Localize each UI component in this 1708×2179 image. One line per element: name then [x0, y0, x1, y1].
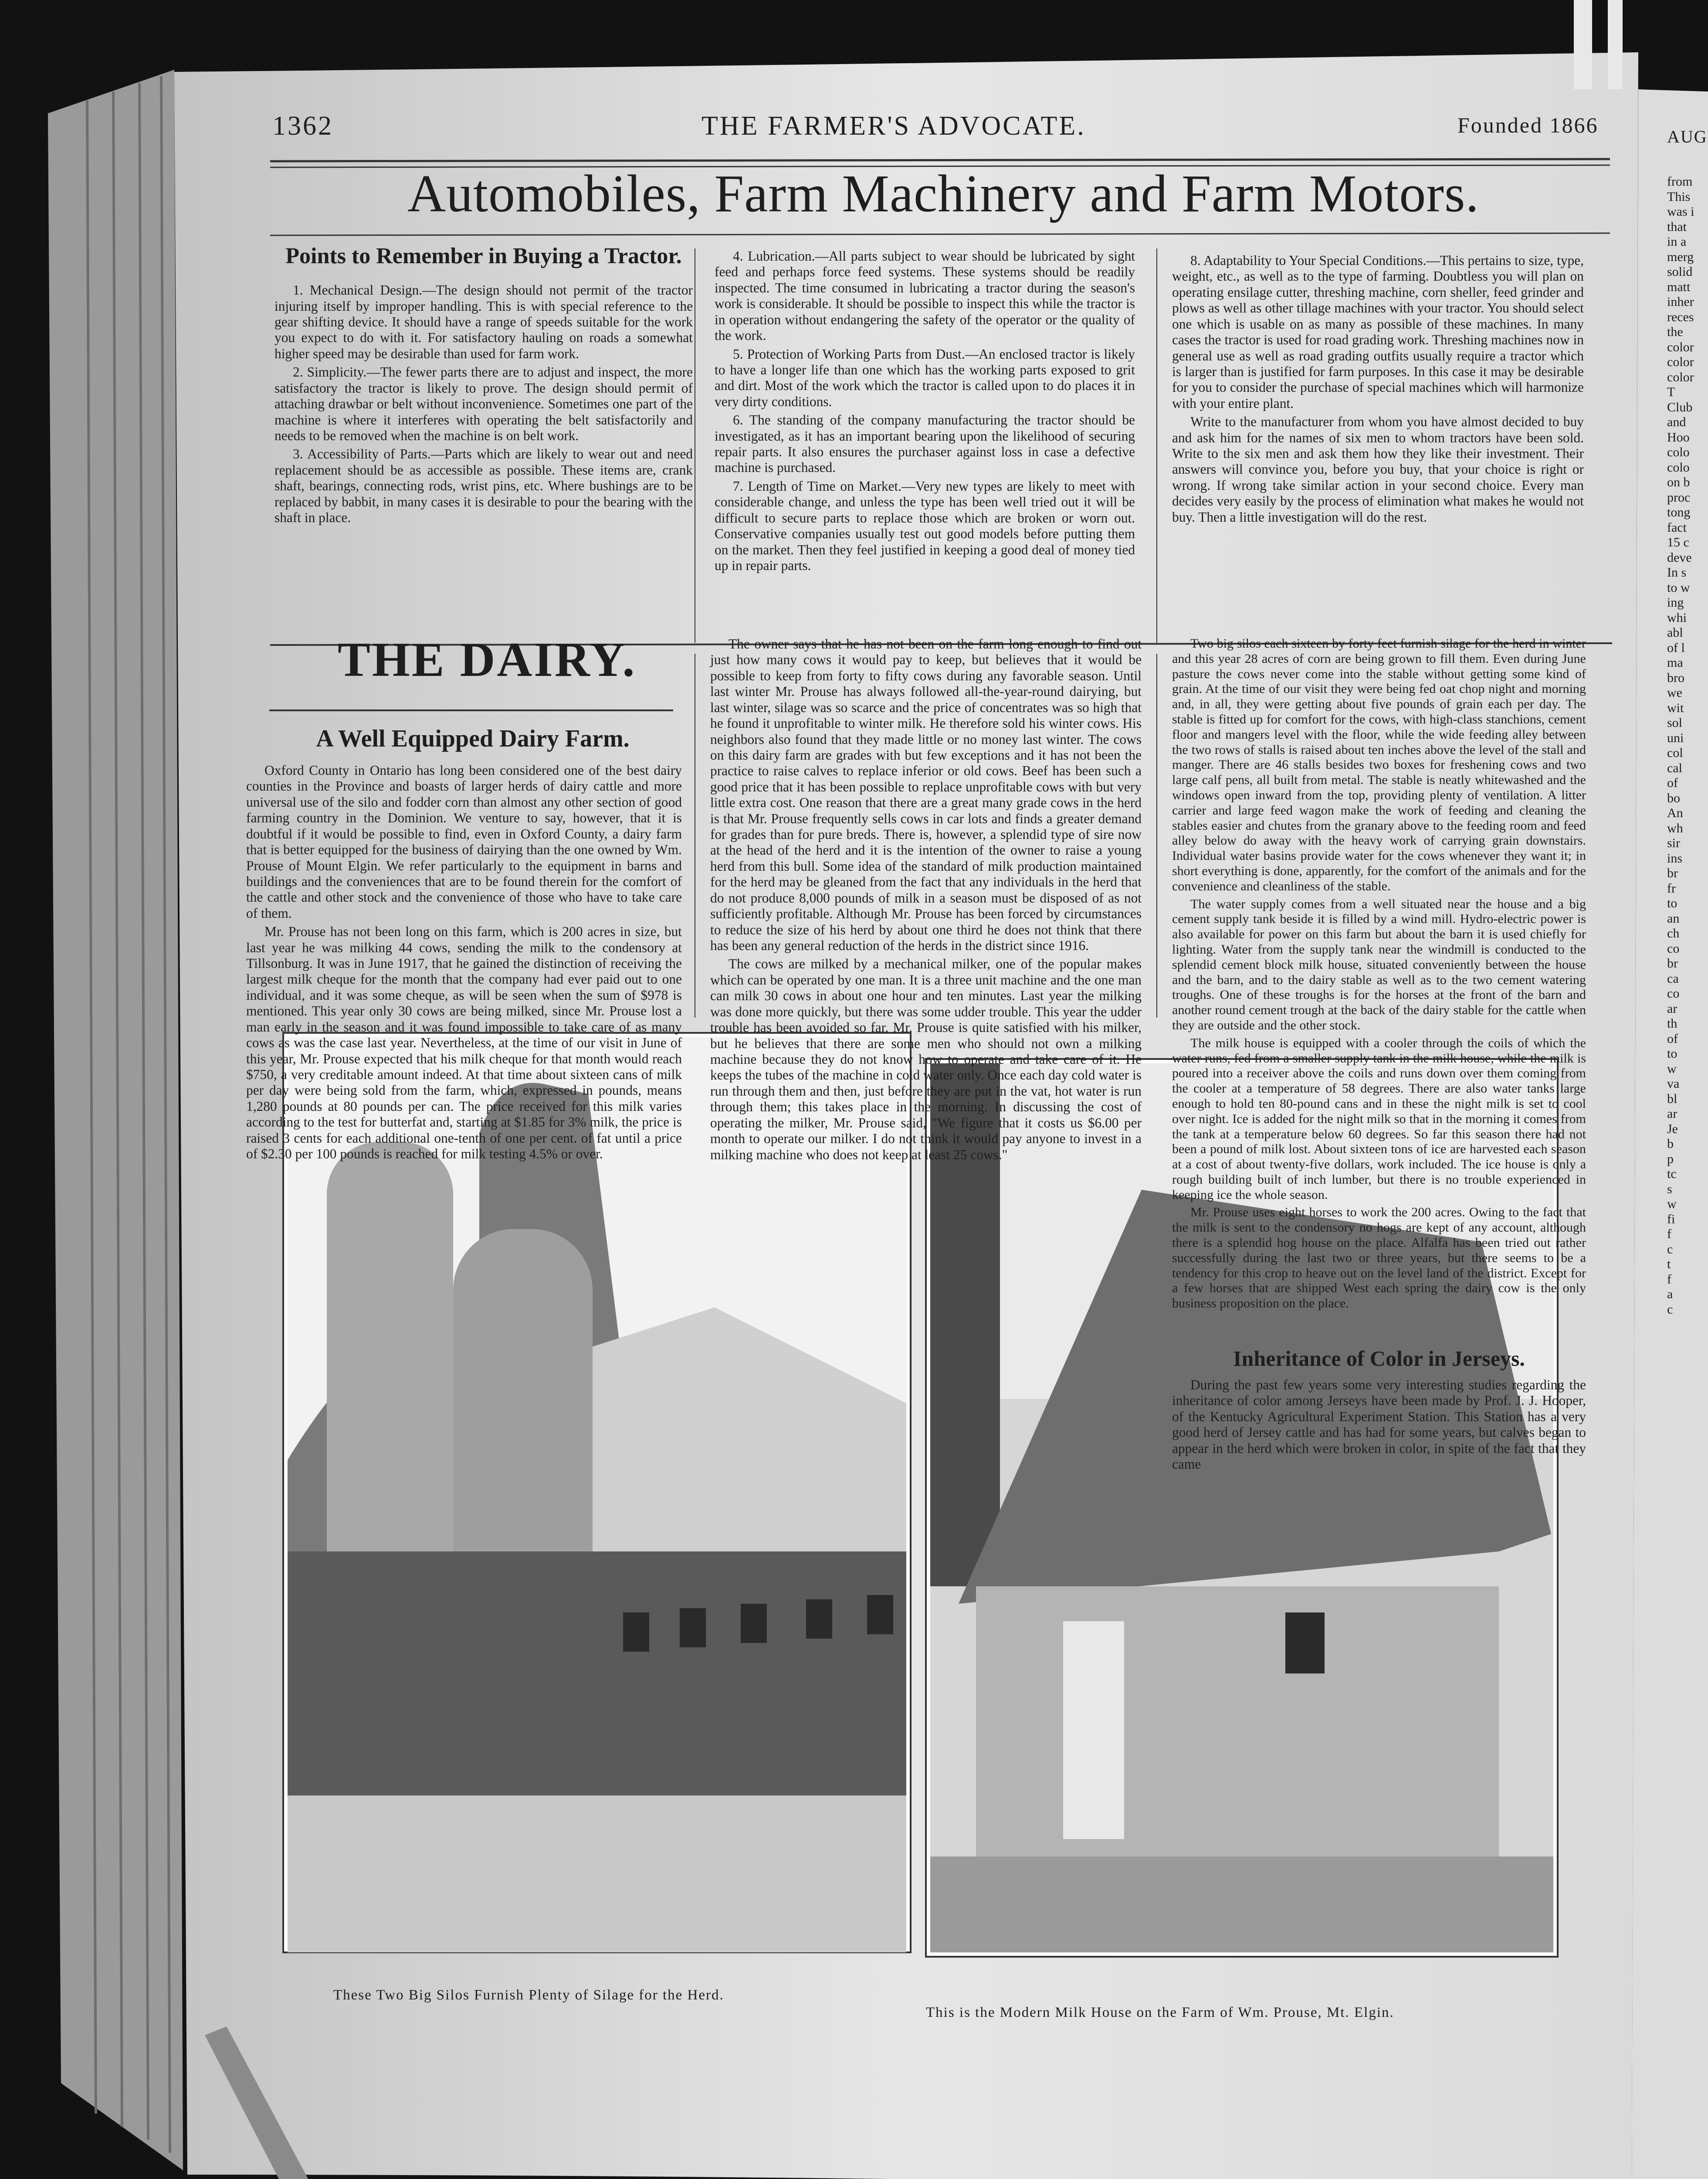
next-page-line: c	[1667, 1242, 1673, 1256]
next-page-line: color	[1667, 370, 1694, 384]
next-page-line: color	[1667, 355, 1694, 369]
next-page-line: to	[1667, 896, 1678, 910]
next-page-line: that	[1667, 219, 1687, 234]
tractor-paragraph: 3. Accessibility of Parts.—Parts which are likely to wear out and need replacement should be as accessible as possible. These items are, crank shaft, bearings, connecting rods, wrist pins, etc. Where bushings are to be replaced by babbit, in many cases it is desirable to pour the bearing with the shaft in place.	[274, 446, 693, 526]
next-page-line: t	[1667, 1257, 1671, 1271]
next-page-line: Club	[1667, 400, 1693, 414]
next-page-line: ch	[1667, 926, 1680, 940]
next-page-line: An	[1667, 806, 1683, 820]
tractor-col-3	[1172, 253, 1584, 528]
next-page-line: br	[1667, 956, 1678, 971]
tractor-paragraph: 2. Simplicity.—The fewer parts there are to adjust and inspect, the more satisfactory the tractor is likely to prove. The design should permit of attaching drawbar or belt without inconvenience. Sometimes one part of the machine is where it interferes with operating the belt satisfactorily and needs to be removed when the machine is on belt work.	[274, 364, 693, 443]
next-page-line: of	[1667, 776, 1678, 790]
next-page-line: va	[1667, 1076, 1680, 1091]
next-page-line: ing	[1667, 595, 1684, 610]
running-title: THE FARMER'S ADVOCATE.	[702, 111, 1086, 141]
next-page-line: ins	[1667, 851, 1683, 865]
next-page-line: was i	[1667, 204, 1694, 219]
jersey-col	[1172, 1377, 1586, 1475]
next-page-line: uni	[1667, 730, 1684, 745]
dairy-col-1	[246, 763, 682, 1165]
dairy-paragraph: Two big silos each sixteen by forty feet furnish silage for the herd in winter and this year 28 acres of corn are being grown to fill them. Even during June pasture the cows never come into the stable without getting some kind of grain. At the time of our visit they were being fed oat chop night and morning and, in all, they were getting about five pounds of grain each per day. The stable is fitted up for comfort for the cows, with high-class stanchions, cement floor and mangers level with the floor, while the wide feeding alley between the two rows of stalls is raised about ten inches above the level of the stall and manger. There are 46 stalls besides two boxes for freshening cows and two large calf pens, all built from metal. The stable is neatly whitewashed and the windows open inward from the top, providing plenty of ventilation. A litter carrier and large feed wagon make the work of feeding and cleaning the stables easier and chutes from the granary above to the feeding room and feed alley below do away with the heavy work of carrying grain downstairs. Individual water basins provide water for the cows whenever they want it; in short everything is done, apparently, for the comfort of the animals and for the convenience and cleanliness of the stable.	[1172, 636, 1586, 893]
tractor-title: Points to Remember in Buying a Tractor.	[285, 244, 682, 268]
dairy-paragraph: The cows are milked by a mechanical milker, one of the popular makes which can be operated by one man. It is a three unit machine and the one man can milk 30 cows in about one hour and ten minutes. Last year the milking was done more quickly, but there was some udder trouble. This year the udder trouble has been avoided so far. Mr. Prouse is quite satisfied with his milker, but he believes that there are some men who should not own a milking machine because they do not know how to operate and take care of it. He keeps the tubes of the machine in cold water only. Once each day cold water is run through them and then, just before they are put in the vat, hot water is run through them; this takes place in the morning. In discussing the cost of operating the milker, Mr. Prouse said, "We figure that it costs us $6.00 per month to operate our milker. I do not think it would pay anyone to invest in a milking machine who does not keep at least 25 cows."	[710, 956, 1142, 1162]
next-page-line: w	[1667, 1061, 1677, 1076]
tractor-col-2	[715, 248, 1135, 576]
dairy-section-title: THE DAIRY.	[338, 633, 637, 687]
next-page-line: bo	[1667, 791, 1680, 805]
next-page-line: whi	[1667, 610, 1687, 625]
dairy-paragraph: The milk house is equipped with a cooler through the coils of which the water runs, fed from a smaller supply tank in the milk house, while the milk is poured into a receiver above the coils and runs down over them coming from the cooler at a temperature of 58 degrees. There are also water tanks large enough to hold ten 80-pound cans and in these the night milk is set to cool over night. Ice is added for the night milk so that in the morning it comes from the tank at a temperature below 60 degrees. So far this season there had not been a pound of milk lost. About sixteen tons of ice are harvested each season at a cost of about twenty-five dollars, work included. The ice house is only a rough building built of inch lumber, but there is no trouble experienced in keeping ice the whole season.	[1172, 1035, 1586, 1202]
next-page-line: Je	[1667, 1121, 1678, 1136]
tractor-paragraph: 1. Mechanical Design.—The design should not permit of the tractor injuring itself by improper handling. This is with special reference to the gear shifting device. It should have a range of speeds suitable for the work you expect to do with it. For satisfactory hauling on roads a somewhat higher speed may be desirable than used for farm work.	[274, 282, 693, 361]
next-page-header: AUG	[1667, 127, 1708, 146]
tractor-paragraph: Write to the manufacturer from whom you have almost decided to buy and ask him for the names of six men to whom tractors have been sold. Write to the six men and ask them how they like their investment. Their answers will convince you, before you buy, that your choice is right or wrong. If wrong take similar action in your second choice. Every man decides very easily by the process of elimination what makes he would not buy. Then a little investigation will do the rest.	[1172, 414, 1584, 525]
next-page-line: deve	[1667, 550, 1692, 565]
next-page-line: cal	[1667, 760, 1682, 775]
next-page-line: a	[1667, 1287, 1673, 1301]
next-page-line: ar	[1667, 1106, 1678, 1121]
founded-label: Founded 1866	[1457, 113, 1599, 137]
tractor-paragraph: 4. Lubrication.—All parts subject to wear should be lubricated by sight feed and perhaps force feed systems. These systems should be readily inspected. The time consumed in lubricating a tractor during the season's work is considerable. It should be possible to inspect this while the tractor is in operation without endangering the safety of the operator or the quality of the work.	[715, 248, 1135, 343]
next-page-line: ca	[1667, 971, 1679, 986]
dairy-paragraph: Mr. Prouse uses eight horses to work the 200 acres. Owing to the fact that the milk is sent to the condensory no hogs are kept of any account, although there is a splendid hog house on the place. Alfalfa has been tried out rather successfully during the last two or three years, but there seems to be a tendency for this crop to heave out on the level land of the district. Except for a few horses that are shipped West each spring the dairy cow is the only business proposition on the place.	[1172, 1205, 1586, 1311]
next-page-line: f	[1667, 1272, 1671, 1286]
next-page-line: col	[1667, 746, 1683, 760]
next-page-line: co	[1667, 941, 1680, 956]
dairy-article-title: A Well Equipped Dairy Farm.	[316, 725, 630, 752]
next-page-line: an	[1667, 911, 1680, 926]
next-page-line: bro	[1667, 670, 1684, 685]
next-page-line: p	[1667, 1151, 1674, 1166]
next-page-line: bl	[1667, 1091, 1678, 1106]
tractor-article	[274, 244, 693, 528]
next-page-line: sir	[1667, 836, 1680, 850]
next-page-line: to w	[1667, 580, 1690, 595]
tractor-paragraph: 5. Protection of Working Parts from Dust.—An enclosed tractor is likely to have a longer life than one which has the working parts exposed to grit and dirt. Most of the work which the tractor is called upon to do places it in very dirty conditions.	[715, 346, 1135, 409]
next-page-line: 15 c	[1667, 535, 1689, 550]
next-page-line: wh	[1667, 821, 1683, 835]
jersey-paragraph: During the past few years some very interesting studies regarding the inheritance of color among Jerseys have been made by Prof. J. J. Hooper, of the Kentucky Agricultural Experiment Station. This Station has a very good herd of Jersey cattle and has had for some years, but calves began to appear in the herd which were broken in color, in spite of the fact that they came	[1172, 1377, 1586, 1472]
next-page-line: br	[1667, 866, 1678, 880]
next-page-line: ma	[1667, 655, 1683, 670]
next-page-line: inher	[1667, 295, 1694, 309]
next-page-line: color	[1667, 339, 1694, 354]
next-page-line: b	[1667, 1137, 1674, 1151]
next-page-line: solid	[1667, 265, 1693, 279]
next-page-line: T	[1667, 385, 1675, 399]
next-page-line: abl	[1667, 625, 1683, 640]
next-page-line: fr	[1667, 881, 1676, 896]
milk-house-caption: This is the Modern Milk House on the Farm of Wm. Prouse, Mt. Elgin.	[926, 2005, 1394, 2020]
next-page-line: in a	[1667, 234, 1687, 249]
next-page-line: sol	[1667, 716, 1683, 730]
next-page-line: colo	[1667, 460, 1690, 475]
page-number: 1362	[272, 111, 333, 141]
next-page-line: w	[1667, 1197, 1677, 1211]
next-page-line: the	[1667, 325, 1683, 339]
dairy-col-3	[1172, 636, 1586, 1314]
next-page-line: fact	[1667, 520, 1687, 535]
dairy-paragraph: The water supply comes from a well situated near the house and a big cement supply tank beside it is filled by a wind mill. Hydro-electric power is also available for power on this farm but about the barn it is used chiefly for lighting. Water from the supply tank near the windmill is conducted to the splendid cement block milk house, situated conveniently between the house and the barn, and to the dairy stable as well as to the two cement watering troughs. One of these troughs is for the horses at the front of the barn and another round cement trough at the back of the dairy stable for the cattle when they are outside and the other stock.	[1172, 896, 1586, 1032]
next-page-column	[1667, 174, 1706, 1332]
next-page-line: Hoo	[1667, 430, 1690, 445]
next-page-line: matt	[1667, 279, 1691, 294]
next-page-line: f	[1667, 1227, 1671, 1241]
next-page-line: to	[1667, 1046, 1678, 1061]
next-page-line: proc	[1667, 490, 1691, 505]
next-page-line: This	[1667, 189, 1691, 204]
next-page-line: merg	[1667, 249, 1694, 264]
next-page-line: on b	[1667, 475, 1690, 489]
jersey-article-title: Inheritance of Color in Jerseys.	[1233, 1346, 1525, 1371]
next-page-line: of l	[1667, 640, 1685, 655]
next-page-line: tc	[1667, 1167, 1677, 1181]
next-page-line: wit	[1667, 700, 1684, 715]
next-page-line: c	[1667, 1302, 1673, 1317]
dairy-paragraph: The owner says that he has not been on the farm long enough to find out just how many cows it would pay to keep, but believes that it would be possible to keep from forty to fifty cows during any favorable season. Until last winter Mr. Prouse has always followed all-the-year-round dairying, but last winter, silage was so scarce and the price of concentrates was so high that he found it unprofitable to winter milk. He therefore sold his winter cows. His neighbors also found that they made little or no money last winter. The cows on this dairy farm are grades with but few exceptions and it has not been the practice to raise calves to replace inferior or old cows. Beef has been such a good price that it has been possible to replace unprofitable cows with but very little extra cost. One reason that there are a great many grade cows in the herd is that Mr. Prouse frequently sells cows in car lots and finds a greater demand for grades than for pure breds. There is, however, a splendid type of sire now at the head of the herd and it is the intention of the owner to raise a young herd from this bull. Some idea of the standard of milk production maintained for the herd may be gleaned from the fact that any individuals in the herd that do not produce 8,000 pounds of milk in a season must be disposed of as not sufficiently profitable. Although Mr. Prouse has been forced by circumstances to reduce the size of his herd by about one third he does not think that there has been any general reduction of the herds in the district since 1916.	[710, 636, 1142, 954]
next-page-line: s	[1667, 1181, 1672, 1196]
next-page-line: of	[1667, 1031, 1678, 1046]
next-page-line: and	[1667, 415, 1686, 429]
next-page-line: tong	[1667, 505, 1691, 519]
next-page-line: colo	[1667, 445, 1690, 459]
next-page-line: co	[1667, 986, 1680, 1001]
dairy-paragraph: Mr. Prouse has not been long on this farm, which is 200 acres in size, but last year he was milking 44 cows, sending the milk to the condensory at Tillsonburg. It was in June 1917, that he gained the distinction of receiving the largest milk cheque for the month that the company had ever paid out to one individual, and it was some cheque, as will be seen when the sum of $978 is mentioned. This year only 30 cows are being milked, since Mr. Prouse lost a man early in the season and it was found impossible to take care of as many cows as was the case last year. Nevertheless, at the time of our visit in June of this year, Mr. Prouse expected that his milk cheque for that month would reach $750, a very creditable amount indeed. At that time about sixteen cans of milk per day were being sold from the farm, which, expressed in pounds, means 1,280 pounds at 80 pounds per can. The price received for this milk varies according to the test for butterfat and, starting at $1.85 for 3% milk, the price is raised 3 cents for each additional one-tenth of one per cent. of fat until a price of $2.30 per 100 pounds is reached for milk testing 4.5% or over.	[246, 924, 682, 1162]
tractor-paragraph: 6. The standing of the company manufacturing the tractor should be investigated, as it has an important bearing upon the likelihood of securing repair parts. It also ensures the purchaser against loss in case a defective machine is purchased.	[715, 412, 1135, 475]
next-page-line: fi	[1667, 1212, 1675, 1226]
next-page-line: th	[1667, 1016, 1678, 1031]
tractor-paragraph: 7. Length of Time on Market.—Very new types are likely to meet with considerable change, and unless the type has been well tried out it will be difficult to secure parts to replace those which are broken or worn out. Conservative companies usually test out good models before putting them on the market. Then they feel justified in keeping a good deal of money tied up in repair parts.	[715, 478, 1135, 574]
next-page-line	[1667, 1317, 1706, 1332]
tractor-paragraph: 8. Adaptability to Your Special Conditions.—This pertains to size, type, weight, etc., as well as to the type of farming. Doubtless you will plan on operating ensilage cutter, threshing machine, corn sheller, feed grinder and plows as well as other tillage machines with your tractor. You should select one which is usable on as many as possible of these machines. In many cases the tractor is used for road grading work. Threshing machines now in general use as well as road grading outfits usually require a tractor which is larger than is justified for farm purposes. In this case it may be desirable for you to consider the purchase of special machines which will harmonize with your entire plant.	[1172, 253, 1584, 411]
silos-caption: These Two Big Silos Furnish Plenty of Silage for the Herd.	[333, 1987, 724, 2003]
next-page-line: reces	[1667, 309, 1694, 324]
dairy-col-2	[710, 636, 1142, 1165]
next-page-line: ar	[1667, 1001, 1678, 1016]
tractor-col-1	[274, 282, 693, 526]
next-page-line: In s	[1667, 565, 1687, 580]
next-page-line: from	[1667, 174, 1693, 189]
dairy-paragraph: Oxford County in Ontario has long been considered one of the best dairy counties in the Province and boasts of larger herds of dairy cattle and more universal use of the silo and fodder corn than almost any other section of good farming country in the Dominion. We venture to say, however, that it is doubtful if it would be possible to find, even in Oxford County, a dairy farm that is better equipped for the business of dairying than the one owned by Wm. Prouse of Mount Elgin. We refer particularly to the equipment in barns and buildings and the conveniences that are to be found therein for the comfort of the cattle and other stock and the convenience of those who have to take care of them.	[246, 763, 682, 921]
section-headline: Automobiles, Farm Machinery and Farm Motors.	[407, 164, 1479, 223]
next-page-line: we	[1667, 686, 1682, 700]
